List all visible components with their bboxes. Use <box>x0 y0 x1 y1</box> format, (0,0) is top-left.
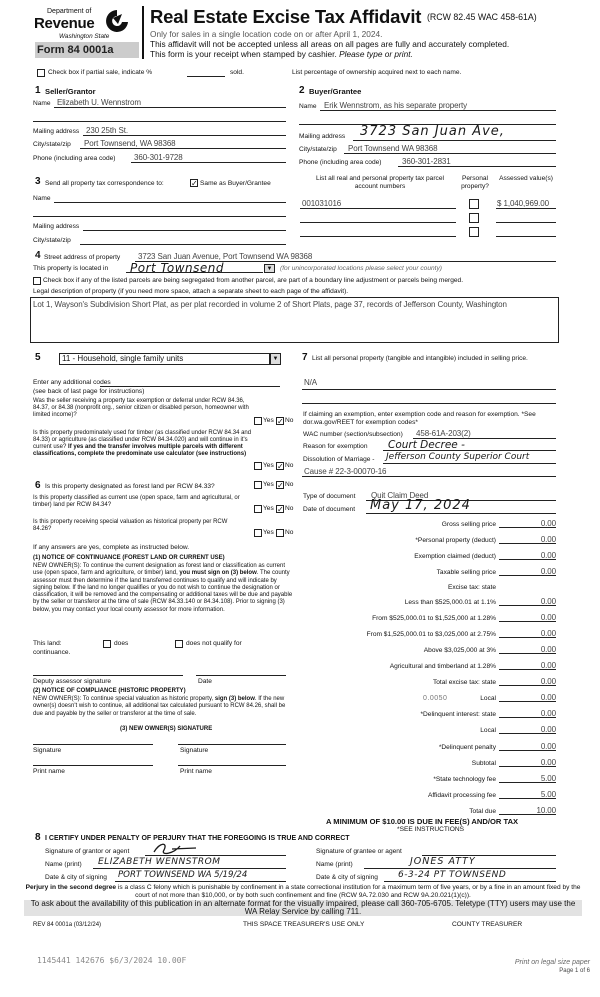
compliance-heading: (2) NOTICE OF COMPLIANCE (HISTORIC PROPERTY) <box>33 688 186 694</box>
segregated-checkbox[interactable] <box>33 277 41 285</box>
current-use-yes-checkbox[interactable] <box>254 505 262 513</box>
seller-addr-label: Mailing address <box>33 128 80 135</box>
exemption-note: If claiming an exemption, enter exemption code and reason for exemption. *See dor.wa.gov/REET for exemption codes* <box>303 411 536 426</box>
corr-addr-line[interactable] <box>83 230 286 231</box>
tax-value: 5.00 <box>540 790 556 799</box>
buyer-phone-line <box>398 166 556 167</box>
personal-checkbox-3[interactable] <box>469 227 479 237</box>
tax-label: Exemption claimed (deduct) <box>414 553 496 560</box>
doc-type-value[interactable]: Quit Claim Deed <box>371 491 429 500</box>
historic-yes-checkbox[interactable] <box>254 529 262 537</box>
grantor-printed-name[interactable]: ELIZABETH WENNSTROM <box>98 857 221 867</box>
personal-checkbox-2[interactable] <box>469 213 479 223</box>
assessed-line-1[interactable] <box>496 208 556 209</box>
tax-label: Local <box>480 727 496 734</box>
header-note2: This affidavit will not be accepted unless all areas on all pages are fully and accurately completed. <box>150 39 510 49</box>
dept-line2: Revenue <box>34 15 95 32</box>
corr-city-label: City/state/zip <box>33 237 71 244</box>
tax-value: 0.00 <box>540 709 556 718</box>
wac-label: WAC number (section/subsection) <box>303 431 403 438</box>
tax-value: 0.00 <box>540 535 556 544</box>
tax-label: From $1,525,000.01 to $3,025,000 at 2.75% <box>366 631 496 638</box>
doc-date-value[interactable]: May 17, 2024 <box>370 498 471 513</box>
seller-phone-label: Phone (including area code) <box>33 155 116 162</box>
tax-value: 0.00 <box>540 758 556 767</box>
q2-yes-label: Yes <box>263 462 274 469</box>
dissolution-label: Dissolution of Marriage - <box>303 456 375 463</box>
owner-print-line-2[interactable] <box>178 765 286 766</box>
section-3-number: 3 <box>35 176 41 187</box>
this-land-label: This land: <box>33 640 62 647</box>
q2-yes-checkbox[interactable] <box>254 462 262 470</box>
minimum-due-note: A MINIMUM OF $10.00 IS DUE IN FEE(S) AND/OR TAX <box>326 817 519 826</box>
personal-property-line-2[interactable] <box>302 403 556 404</box>
tax-value: 0.00 <box>540 693 556 702</box>
forest-yes-label: Yes <box>263 481 274 488</box>
buyer-name[interactable]: Erik Wennstrom, as his separate property <box>324 101 468 110</box>
reason-value-2[interactable]: Jefferson County Superior Court <box>386 452 530 462</box>
section-6-number: 6 <box>35 480 41 491</box>
buyer-city-label: City/state/zip <box>299 146 337 153</box>
buyer-name-label: Name <box>299 103 317 110</box>
dept-line3: Washington State <box>59 33 110 40</box>
parcel-col-header: List all real and personal property tax parcel account numbers <box>316 175 444 190</box>
state-seal-icon <box>104 8 130 36</box>
q2-no-checkbox[interactable]: ✓ <box>277 462 284 471</box>
forest-no-label: No <box>285 481 294 488</box>
compliance-text: NEW OWNER(S): To continue special valuation as historic property, sign (3) below. If the new owner(s) doesn't wish to continue, all additional tax calculated pursuant to RCW 84.26, shall be due and payable by the seller or transferor at the time of sale. <box>33 696 286 717</box>
property-street[interactable]: 3723 San Juan Avenue, Port Townsend WA 98368 <box>138 252 313 261</box>
tax-value: 0.00 <box>540 645 556 654</box>
section-8-number: 8 <box>35 832 41 843</box>
reason-value-1[interactable]: Court Decree - <box>388 439 465 451</box>
historic-yes-label: Yes <box>263 529 274 536</box>
grantee-date-line <box>384 881 556 882</box>
tax-label: *Delinquent interest: state <box>420 711 496 718</box>
tax-value: 0.00 <box>540 661 556 670</box>
grantee-date-city[interactable]: 6-3-24 PT TOWNSEND <box>398 870 507 880</box>
street-label: Street address of property <box>44 254 121 261</box>
form-rcw: (RCW 82.45 WAC 458-61A) <box>427 12 537 22</box>
q2-no-label: No <box>285 462 294 469</box>
owner-sig-label-2: Signature <box>180 747 209 754</box>
buyer-name-line <box>320 110 556 111</box>
tax-label: Affidavit processing fee <box>427 792 496 799</box>
tax-label: Excise tax: state <box>447 584 496 591</box>
grantee-printed-name[interactable]: JONES ATTY <box>410 856 476 867</box>
forest-question: Is this property designated as forest land per RCW 84.33? <box>45 483 215 490</box>
assessor-date-label: Date <box>198 678 212 685</box>
owner-sig-label-1: Signature <box>33 747 62 754</box>
tax-label: Local <box>480 695 496 702</box>
owner-print-label-2: Print name <box>180 768 212 775</box>
owner-print-line-1[interactable] <box>33 765 153 766</box>
assessor-signature-line[interactable] <box>33 675 183 676</box>
personal-property-value[interactable]: N/A <box>304 378 318 387</box>
tax-label: Total excise tax: state <box>432 679 496 686</box>
corr-blank-line[interactable] <box>33 216 286 217</box>
seller-addr-line <box>83 135 286 136</box>
seller-name[interactable]: Elizabeth U. Wennstrom <box>57 98 141 107</box>
corr-name-label: Name <box>33 195 51 202</box>
page-number: Page 1 of 6 <box>559 968 590 974</box>
corr-city-line[interactable] <box>80 244 286 245</box>
grantee-sig-label: Signature of grantee or agent <box>316 848 402 855</box>
buyer-heading: Buyer/Grantee <box>309 87 362 96</box>
seller-city-line <box>80 148 286 149</box>
grantee-name-label: Name (print) <box>316 861 353 868</box>
assessed-value-1[interactable]: $ 1,040,969.00 <box>497 199 549 208</box>
same-as-buyer-checkbox[interactable]: ✓ <box>191 179 198 188</box>
seller-city-label: City/state/zip <box>33 141 71 148</box>
assessed-col-header: Assessed value(s) <box>499 175 553 182</box>
current-use-no-checkbox[interactable]: ✓ <box>277 505 284 514</box>
does-label: does <box>114 640 129 647</box>
grantor-sig-label: Signature of grantor or agent <box>45 848 130 855</box>
if-yes-note: If any answers are yes, complete as instructed below. <box>33 544 190 551</box>
seller-name-line <box>54 107 286 108</box>
treasurer-use-label: THIS SPACE TREASURER'S USE ONLY <box>243 921 365 928</box>
buyer-city-line <box>344 153 556 154</box>
personal-checkbox-1[interactable] <box>469 199 479 209</box>
reason-line-2 <box>383 463 556 464</box>
owner-sig-line-2[interactable] <box>178 744 286 745</box>
tax-value: 0.00 <box>540 551 556 560</box>
forest-no-checkbox[interactable]: ✓ <box>277 481 284 490</box>
perjury-notice: Perjury in the second degree is a class C felony which is punishable by confinement in a state correctional institution for a maximum term of five years, or by a fine in an amount fixed by the court of not more than $10,000, or by both such confinement and fine (RCW 9A.72.030 and RCW 9A.20.021(1)(c)). <box>25 884 581 899</box>
tax-label: Total due <box>469 808 496 815</box>
current-use-no-label: No <box>285 505 294 512</box>
seller-city[interactable]: Port Townsend, WA 98368 <box>84 139 176 148</box>
seller-phone-line <box>131 162 286 163</box>
tax-value: 0.00 <box>540 742 556 751</box>
accessibility-note: To ask about the availability of this publication in an alternate format for the visually impaired, please call 360-705-6705. Teletype (TTY) users may use the WA Relay Service by calling 711. <box>30 899 576 917</box>
cause-number[interactable]: Cause # 22-3-00070-16 <box>304 467 387 476</box>
doc-type-label: Type of document <box>303 493 356 500</box>
grantor-date-label: Date & city of signing <box>45 874 107 881</box>
tax-value: 10.00 <box>536 806 556 815</box>
tax-value: 5.00 <box>540 774 556 783</box>
assessed-line-2[interactable] <box>496 222 556 223</box>
historic-no-label: No <box>285 529 294 536</box>
additional-codes-label: Enter any additional codes <box>33 379 111 386</box>
q1-yes-label: Yes <box>263 417 274 424</box>
seller-address[interactable]: 230 25th St. <box>86 126 128 135</box>
seller-name-label: Name <box>33 100 51 107</box>
assessed-line-3[interactable] <box>496 236 556 237</box>
grantee-date-label: Date & city of signing <box>316 874 378 881</box>
tax-value: 0.00 <box>540 629 556 638</box>
located-value[interactable]: Port Townsend <box>130 261 224 275</box>
current-use-question: Is this property classified as current use (open space, farm and agricultural, or timber) land per RCW 84.34? <box>33 495 240 508</box>
forest-yes-checkbox[interactable] <box>254 481 262 489</box>
corr-label: Send all property tax correspondence to: <box>45 180 164 187</box>
tax-label: Less than $525,000.01 at 1.1% <box>404 599 496 606</box>
reason-label: Reason for exemption <box>303 443 368 450</box>
new-owner-sig-heading: (3) NEW OWNER(S) SIGNATURE <box>120 726 213 732</box>
buyer-phone-label: Phone (including area code) <box>299 159 382 166</box>
revision-label: REV 84 0001a (03/12/24) <box>33 922 102 928</box>
parcel-line-2[interactable] <box>300 222 456 223</box>
doc-date-label: Date of document <box>303 506 356 513</box>
tax-value: 0.00 <box>540 597 556 606</box>
tax-value: 0.00 <box>540 613 556 622</box>
buyer-city[interactable]: Port Townsend WA 98368 <box>348 144 438 153</box>
unincorporated-note: (for unincorporated locations please select your county) <box>280 265 443 272</box>
buyer-addr-label: Mailing address <box>299 133 346 140</box>
q1-yes-checkbox[interactable] <box>254 417 262 425</box>
does-not-label: does not qualify for <box>186 640 242 647</box>
continuance-heading: (1) NOTICE OF CONTINUANCE (FOREST LAND OR CURRENT USE) <box>33 555 225 561</box>
tax-label: *Delinquent penalty <box>438 744 496 751</box>
certify-heading: I CERTIFY UNDER PENALTY OF PERJURY THAT THE FOREGOING IS TRUE AND CORRECT <box>45 835 350 842</box>
continuance-text: NEW OWNER(S): To continue the current designation as forest land or classification as current use (open space, farm and agriculture, or timber) land, you must sign on (3) below. The county assessor must then determine if the land transferred continues to qualify and will indicate by signing below. If the land no longer qualifies or you do not wish to continue the designation or classification, it will be removed and the compensating or additional taxes will be due and payable by the seller or transferor at the time of sale (RCW 84.33.140 or 84.34.108). Prior to signing (3) below, you may contact your local county assessor for more information. <box>33 563 293 613</box>
current-use-yes-label: Yes <box>263 505 274 512</box>
county-treasurer-label: COUNTY TREASURER <box>452 921 523 928</box>
parcel-line-3[interactable] <box>300 236 456 237</box>
partial-sale-label: Check box if partial sale, indicate % <box>48 69 153 76</box>
owner-sig-line-1[interactable] <box>33 744 153 745</box>
additional-codes-field[interactable] <box>100 386 280 387</box>
grantor-name-line <box>93 868 286 869</box>
tax-value: 0.00 <box>540 677 556 686</box>
historic-question: Is this property receiving special valuation as historical property per RCW 84.26? <box>33 519 228 532</box>
tax-label: Taxable selling price <box>436 569 496 576</box>
partial-sale-checkbox[interactable] <box>37 69 45 77</box>
section-1-number: 1 <box>35 85 41 96</box>
local-rate: 0.0050 <box>423 695 448 702</box>
parcel-number-1[interactable]: 001031016 <box>302 199 342 208</box>
form-title: Real Estate Excise Tax Affidavit <box>150 6 422 27</box>
grantee-name-line <box>364 868 556 869</box>
timber-question: Is this property predominately used for timber (as classified under RCW 84.34 and 84.33) or agriculture (as classified under RCW 84.34.020) and will continue in it's current use? If yes and the transfer involves multiple parcels with different classifications, complete the predominate use calculator (see instructions) <box>33 430 252 457</box>
dept-line1: Department of <box>47 8 92 15</box>
corr-addr-label: Mailing address <box>33 223 80 230</box>
tax-label: *State technology fee <box>433 776 496 783</box>
owner-print-label-1: Print name <box>33 768 65 775</box>
doc-date-line <box>366 513 556 514</box>
buyer-addr-line <box>353 140 556 141</box>
legal-paper-note: Print on legal size paper <box>514 959 590 966</box>
personal-col-header: Personal property? <box>461 175 489 190</box>
historic-no-checkbox[interactable] <box>276 529 284 537</box>
header-divider <box>142 6 144 59</box>
header-note1: Only for sales in a single location code on or after April 1, 2024. <box>150 29 383 39</box>
see-back-note: (see back of last page for instructions) <box>33 388 145 395</box>
assessor-sig-label: Deputy assessor signature <box>33 678 112 685</box>
grantor-signature <box>150 840 200 858</box>
section-5-number: 5 <box>35 352 41 363</box>
reason-line-3 <box>302 476 556 477</box>
assessor-date-line[interactable] <box>196 675 286 676</box>
section-7-number: 7 <box>302 352 308 363</box>
see-instructions-note: *SEE INSTRUCTIONS <box>397 826 465 833</box>
partial-sold-label: sold. <box>230 69 244 76</box>
grantor-name-label: Name (print) <box>45 861 82 868</box>
buyer-address[interactable]: 3723 San Juan Ave, <box>360 124 505 139</box>
exemption-question: Was the seller receiving a property tax exemption or deferral under RCW 84.36, 84.37, or 84.38 (nonprofit org., senior citizen or disabled person, homeowner with limited income)? <box>33 398 249 418</box>
located-dropdown-icon[interactable]: ▼ <box>264 264 275 273</box>
tax-label: *Personal property (deduct) <box>415 537 496 544</box>
corr-name-line[interactable] <box>54 202 286 203</box>
cashier-stamp: 1145441 142676 $6/3/2024 10.00F <box>37 956 187 965</box>
header-note3: This form is your receipt when stamped by cashier. Please type or print. <box>150 49 413 59</box>
seller-phone[interactable]: 360-301-9728 <box>134 153 183 162</box>
use-code-select[interactable]: 11 - Household, single family units <box>59 353 270 365</box>
tax-value: 0.00 <box>540 725 556 734</box>
same-as-buyer-label: Same as Buyer/Grantee <box>200 180 271 187</box>
segregated-label: Check box if any of the listed parcels are being segregated from another parcel, are part of a boundary line adjustment or parcels being merged. <box>43 277 464 284</box>
q1-no-checkbox[interactable]: ✓ <box>277 417 284 426</box>
seller-blank-line <box>33 121 286 122</box>
tax-label: Gross selling price <box>441 521 496 528</box>
ownership-pct-note: List percentage of ownership acquired next to each name. <box>292 69 462 76</box>
section-4-number: 4 <box>35 250 41 261</box>
located-label: This property is located in <box>33 265 109 272</box>
does-checkbox[interactable] <box>103 640 111 648</box>
tax-label: Subtotal <box>471 760 496 767</box>
personal-property-label: List all personal property (tangible and intangible) included in selling price. <box>312 355 528 362</box>
seller-heading: Seller/Grantor <box>45 87 96 96</box>
grantor-date-line <box>115 881 286 882</box>
parcel-line-1[interactable] <box>300 208 456 209</box>
personal-property-line-1[interactable] <box>302 389 556 390</box>
grantor-date-city[interactable]: PORT TOWNSEND WA 5/19/24 <box>118 870 248 880</box>
partial-pct-field[interactable] <box>187 76 225 77</box>
tax-label: Above $3,025,000 at 3% <box>423 647 496 654</box>
form-number: Form 84 0001a <box>35 42 139 58</box>
tax-value: 0.00 <box>540 567 556 576</box>
buyer-phone[interactable]: 360-301-2831 <box>402 157 451 166</box>
tax-label: Agricultural and timberland at 1.28% <box>389 663 496 670</box>
q1-no-label: No <box>285 417 294 424</box>
use-code-dropdown-icon[interactable]: ▼ <box>270 353 281 365</box>
tax-value: 0.00 <box>540 519 556 528</box>
legal-desc-label: Legal description of property (if you need more space, attach a separate sheet to each page of the affidavit). <box>33 288 349 295</box>
wac-number[interactable]: 458-61A-203(2) <box>416 429 471 438</box>
does-not-checkbox[interactable] <box>175 640 183 648</box>
tax-label: From $525,000.01 to $1,525,000 at 1.28% <box>372 615 496 622</box>
legal-description[interactable]: Lot 1, Wayson's Subdivision Short Plat, as per plat recorded in volume 2 of Short Plats, page 37, records of Jefferson County, Washington <box>33 300 507 309</box>
section-2-number: 2 <box>299 85 305 96</box>
continuance-label: continuance. <box>33 649 71 656</box>
